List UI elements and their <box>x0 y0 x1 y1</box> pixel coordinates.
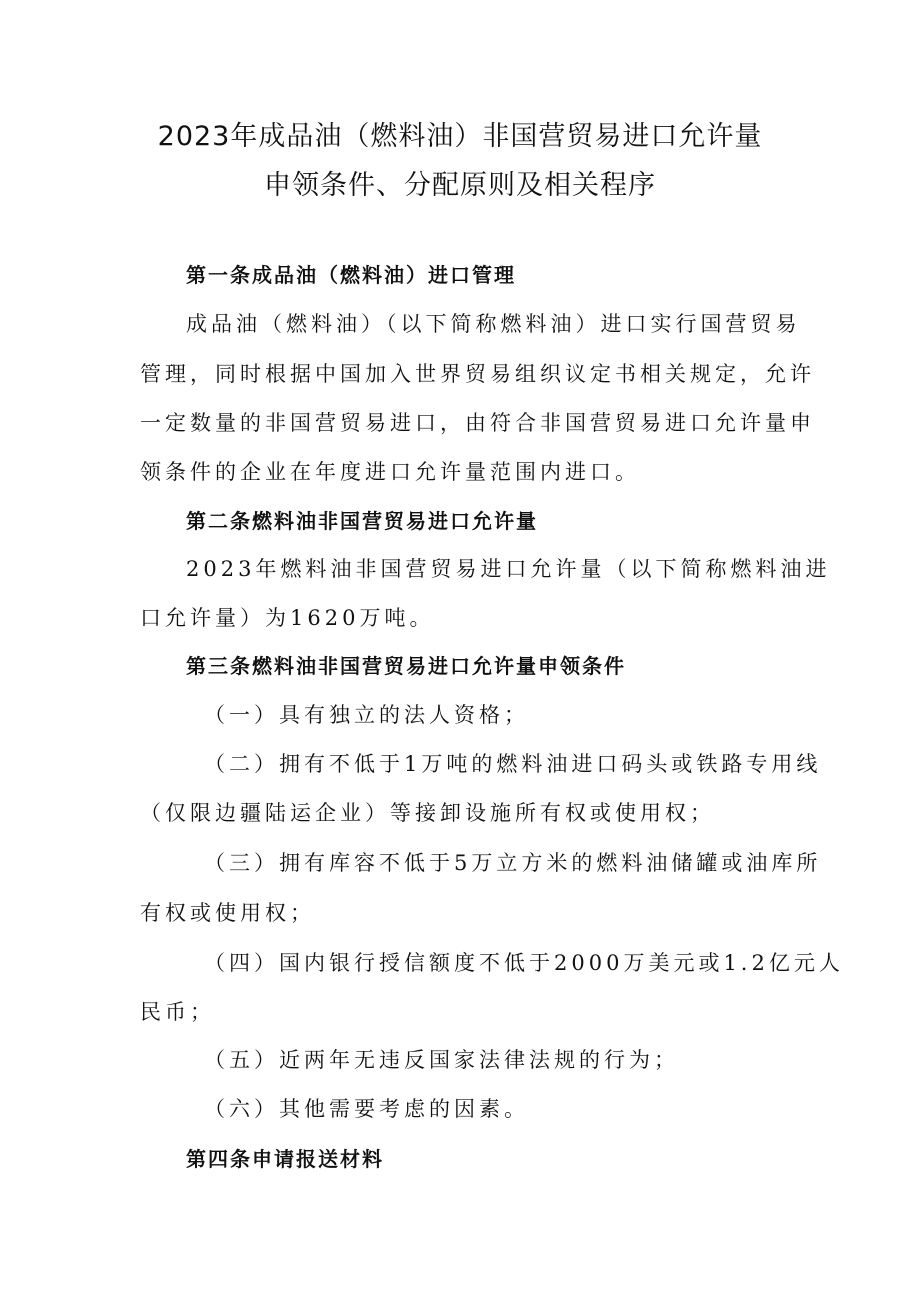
article-1-line-3: 一定数量的非国营贸易进口，由符合非国营贸易进口允许量申 <box>140 411 815 435</box>
article-3-item-4: （四）国内银行授信额度不低于2000万美元或1.2亿元人 <box>204 951 844 975</box>
article-2-heading: 第二条燃料油非国营贸易进口允许量 <box>186 509 538 533</box>
article-3-item-1: （一）具有独立的法人资格； <box>204 703 529 727</box>
article-3-item-3-cont: 有权或使用权； <box>140 901 315 925</box>
article-2-line-2: 口允许量）为1620万吨。 <box>140 606 435 630</box>
article-3-item-2: （二）拥有不低于1万吨的燃料油进口码头或铁路专用线 <box>204 752 822 776</box>
article-1-line-1: 成品油（燃料油）（以下简称燃料油）进口实行国营贸易 <box>186 312 801 336</box>
article-3-item-6: （六）其他需要考虑的因素。 <box>204 1097 529 1121</box>
article-3-item-2-cont: （仅限边疆陆运企业）等接卸设施所有权或使用权； <box>140 801 715 825</box>
article-3-item-4-cont: 民币； <box>140 1000 215 1024</box>
article-2-line-1: 2023年燃料油非国营贸易进口允许量（以下简称燃料油进 <box>186 557 831 581</box>
article-3-heading: 第三条燃料油非国营贸易进口允许量申领条件 <box>186 654 626 678</box>
document-title-line-1: 2023年成品油（燃料油）非国营贸易进口允许量 <box>157 121 763 152</box>
article-1-line-4: 领条件的企业在年度进口允许量范围内进口。 <box>140 460 640 484</box>
article-3-item-3: （三）拥有库容不低于5万立方米的燃料油储罐或油库所 <box>204 851 822 875</box>
article-3-item-5: （五）近两年无违反国家法律法规的行为； <box>204 1048 679 1072</box>
article-1-line-2: 管理，同时根据中国加入世界贸易组织议定书相关规定，允许 <box>140 362 815 386</box>
article-4-heading: 第四条申请报送材料 <box>186 1147 384 1171</box>
article-1-heading: 第一条成品油（燃料油）进口管理 <box>186 263 516 287</box>
document-title-line-2: 申领条件、分配原则及相关程序 <box>264 170 656 201</box>
